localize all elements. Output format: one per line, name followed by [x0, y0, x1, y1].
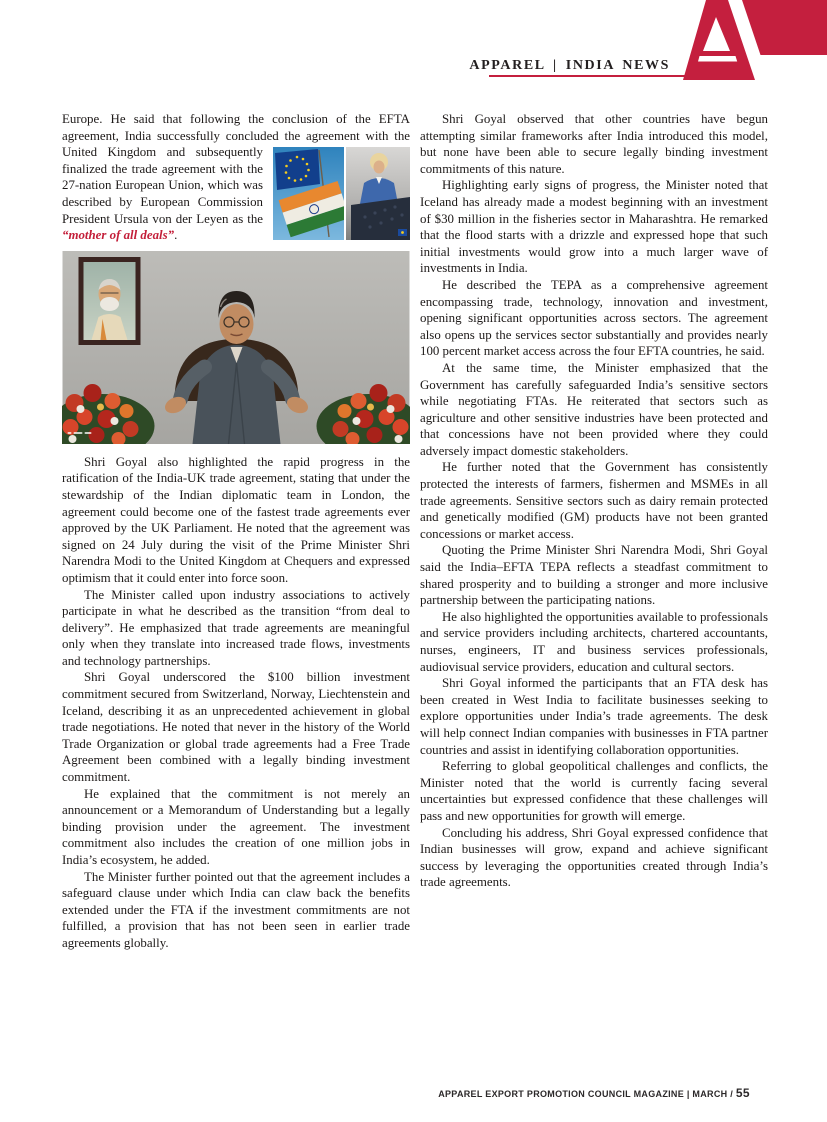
page-number: 55	[735, 1086, 750, 1100]
paragraph: Shri Goyal observed that other countries have begun attempting similar frameworks after India introduced this model, but none have been able to secure legally binding investment commitments of this nature.	[420, 112, 768, 176]
paragraph: Shri Goyal also highlighted the rapid progress in the ratification of the India-UK trade agreement, stating that under the stewardship of the Indian diplomatic team in London, the agreement could become one of the fastest trade agreements ever approved by the UK Parliament. He noted that the agreement was signed on 24 July during the visit of the Prime Minister Shri Narendra Modi to the United Kingdom at Chequers and expressed optimism that it could enter into force soon.	[62, 454, 410, 585]
intro-text-period: .	[174, 228, 178, 243]
paragraph: Referring to global geopolitical challenges and conflicts, the Minister noted that the world is currently facing several uncertainties but expressed confidence that these challenges will pass and new opportunities for growth will emerge.	[420, 759, 768, 823]
paragraph: The Minister called upon industry associations to actively participate in what he described as the transition “from deal to delivery”. He emphasized that trade agreements are meaningful only when they translate into increased trade flows, investments and technology partnerships.	[62, 587, 410, 668]
intro-paragraph	[62, 111, 410, 244]
eu-india-flags-photo	[273, 147, 410, 240]
intro-text-after: the United Kingdom and subsequently finalized the trade agreement with the 27-nation European Union, which was described by European Commission President Ursula von der Leyen as the	[62, 128, 410, 226]
footer	[420, 1086, 768, 1100]
mother-of-all-deals-quote: “mother of all deals”	[62, 228, 175, 243]
photo-watermark	[68, 432, 92, 434]
paragraph: The Minister further pointed out that the agreement includes a safeguard clause under which India can claw back the benefits extended under the FTA if the investment commitments are not fulfilled, a provision that has not been seen in earlier trade agreements globally.	[62, 869, 410, 950]
paragraph: Concluding his address, Shri Goyal expressed confidence that Indian businesses will grow, expand and achieve significant success by leveraging the opportunities created through India’s trade agreements.	[420, 825, 768, 890]
apparel-magazine-logo	[680, 0, 827, 80]
paragraph: He also highlighted the opportunities available to professionals and service providers including architects, chartered accountants, nurses, engineers, IT and business services professionals, audiovisual service providers, education and cultural sectors.	[420, 609, 768, 674]
paragraph: Quoting the Prime Minister Shri Narendra Modi, Shri Goyal said the India–EFTA TEPA reflects a steadfast commitment to shared prosperity and to building a stronger and more inclusive partnership between the participating nations.	[420, 543, 768, 608]
piyush-goyal-photo	[62, 251, 410, 444]
paragraph: Shri Goyal informed the participants that an FTA desk has been created in West India to facilitate businesses seeking to explore opportunities under India’s trade agreements. The desk will help connect Indian companies with businesses in FTA partner countries and assist in identifying collaboration opportunities.	[420, 676, 768, 757]
paragraph: Shri Goyal underscored the $100 billion investment commitment secured from Switzerland, Norway, Liechtenstein and Iceland, describing it as an unprecedented achievement in global trade negotiations. He noted that never in the history of the World Trade Organization or global trade agreements had a Free Trade Agreement been combined with a legally binding investment commitment.	[62, 670, 410, 785]
paragraph: He explained that the commitment is not merely an announcement or a Memorandum of Understanding but a legally binding provision under the agreement. The investment commitment also includes the creation of one million jobs in India’s ecosystem, he added.	[62, 786, 410, 867]
paragraph: At the same time, the Minister emphasized that the Government has carefully safeguarded India’s sensitive sectors while negotiating FTAs. He reiterated that sectors such as agriculture and other sensitive industries have been protected and that concessions have not been provided where they could adversely impact domestic stakeholders.	[420, 360, 768, 458]
paragraph: He further noted that the Government has consistently protected the interests of farmers, fishermen and MSMEs in all trade agreements. Sensitive sectors such as dairy remain protected and genetically modified (GM) products have not been granted concessions or market access.	[420, 460, 768, 541]
footer-text: APPAREL EXPORT PROMOTION COUNCIL MAGAZINE | MARCH /	[438, 1089, 736, 1099]
modi-portrait	[79, 257, 141, 345]
intro-text-before: Europe. He said that following the conclusion of the EFTA agreement, India successfully concluded the agreement with	[62, 112, 410, 143]
photo-divider	[344, 147, 346, 240]
paragraph: Highlighting early signs of progress, the Minister noted that Iceland has already made a modest beginning with an investment of $30 million in the fisheries sector in Maharashtra. He remarked that the flood starts with a drizzle and expressed hope that such initial investments would grow into a much larger wave of investments in India.	[420, 178, 768, 276]
section-label: APPAREL | INDIA NEWS	[469, 58, 670, 73]
letter-a-logo-icon	[680, 0, 827, 80]
header-rule	[489, 75, 701, 77]
right-column	[420, 111, 768, 891]
left-column	[62, 111, 410, 952]
paragraph: He described the TEPA as a comprehensive agreement encompassing trade, technology, innovation and investment, opening significant opportunities across sectors. The agreement also opens up the services sector substantially and provides nearly 100 percent market access across the four EFTA countries, he said.	[420, 277, 768, 359]
